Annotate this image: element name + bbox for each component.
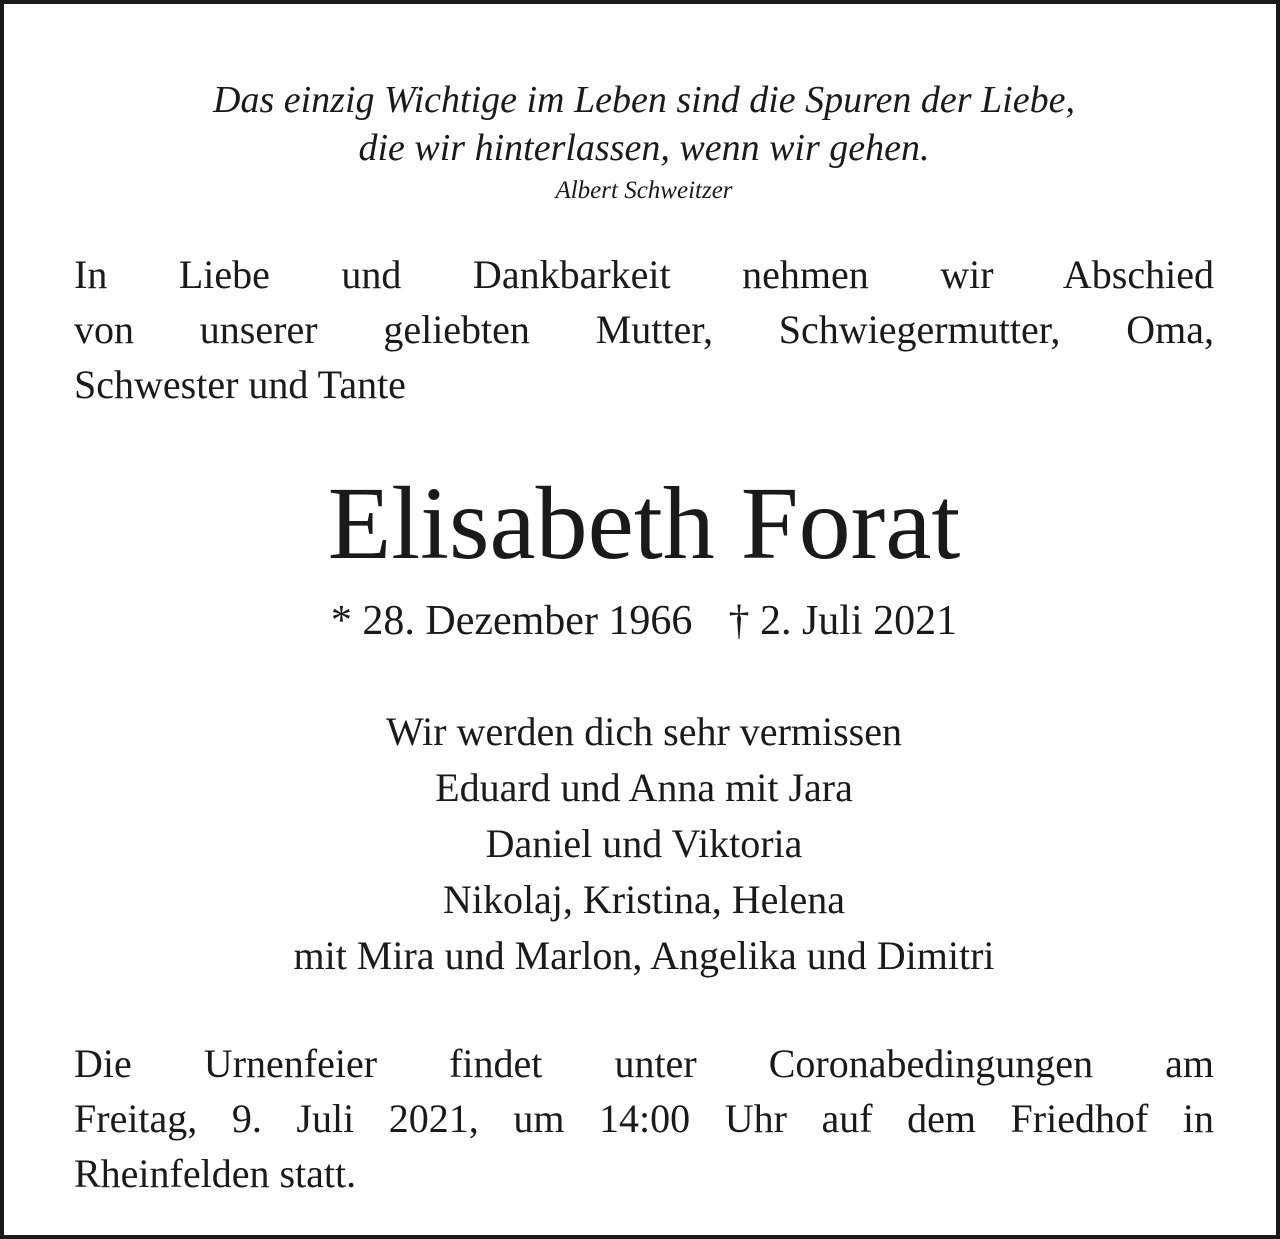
death-date: † 2. Juli 2021 bbox=[728, 598, 958, 644]
mourners-line-1: Wir werden dich sehr vermissen bbox=[386, 709, 902, 754]
mourners-line-5: mit Mira und Marlon, Angelika und Dimitri bbox=[293, 933, 995, 978]
birth-date: * 28. Dezember 1966 bbox=[330, 598, 693, 644]
notice-line-3: Rheinfelden statt. bbox=[74, 1151, 357, 1196]
quote-block bbox=[4, 76, 1280, 208]
intro-line-3: Schwester und Tante bbox=[74, 362, 406, 407]
ceremony-notice bbox=[74, 1036, 1214, 1201]
mourners-block bbox=[4, 704, 1280, 984]
notice-line-1: Die Urnenfeier findet unter Coronabedingungen am bbox=[74, 1041, 1214, 1086]
mourners-line-4: Nikolaj, Kristina, Helena bbox=[442, 877, 846, 922]
intro-paragraph bbox=[74, 247, 1214, 412]
life-dates bbox=[4, 592, 1280, 650]
intro-line-1: In Liebe und Dankbarkeit nehmen wir Abschied bbox=[74, 252, 1214, 297]
mourners-line-2: Eduard und Anna mit Jara bbox=[435, 765, 853, 810]
intro-line-2: von unserer geliebten Mutter, Schwiegermutter, Oma, bbox=[74, 307, 1214, 352]
quote-line-1: Das einzig Wichtige im Leben sind die Spuren der Liebe, bbox=[213, 79, 1075, 121]
notice-line-2: Freitag, 9. Juli 2021, um 14:00 Uhr auf dem Friedhof in bbox=[74, 1096, 1214, 1141]
quote-author: Albert Schweitzer bbox=[555, 177, 733, 204]
deceased-name: Elisabeth Forat bbox=[327, 466, 961, 581]
mourners-line-3: Daniel und Viktoria bbox=[485, 821, 803, 866]
quote-line-2: die wir hinterlassen, wenn wir gehen. bbox=[358, 127, 930, 169]
